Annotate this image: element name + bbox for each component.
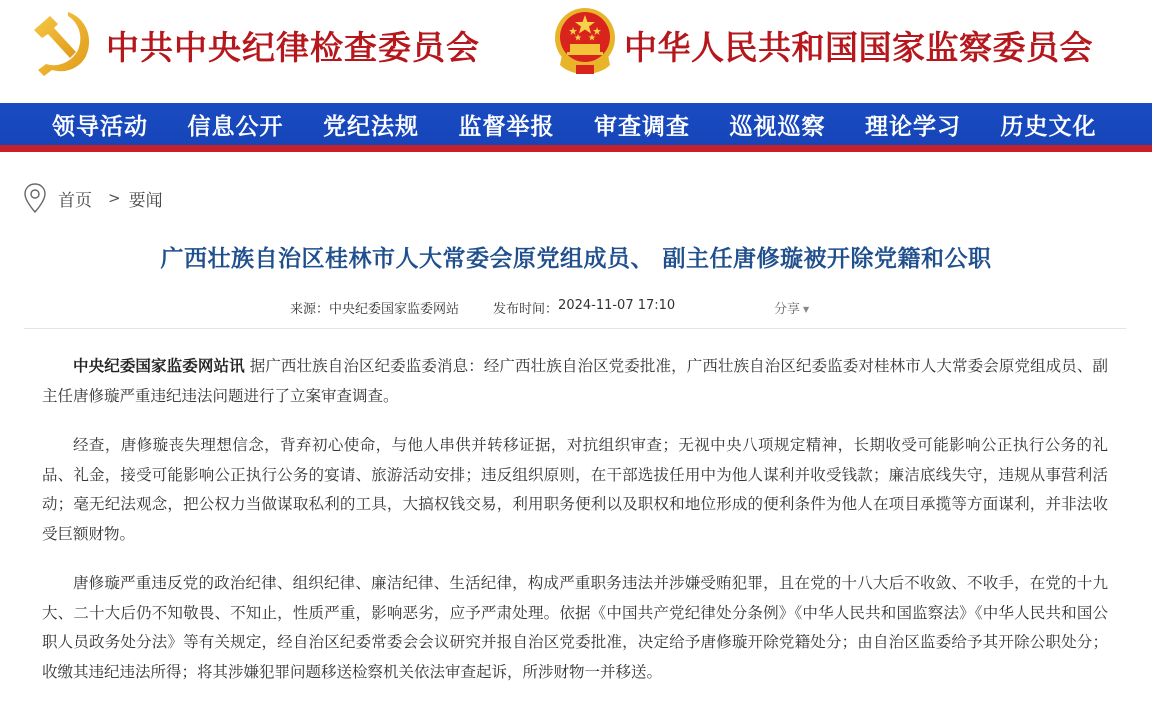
caret-down-icon: ▼ — [803, 305, 810, 314]
share-button[interactable] — [774, 298, 809, 317]
article-title: 广西壮族自治区桂林市人大常委会原党组成员、 副主任唐修璇被开除党籍和公职 — [160, 246, 992, 272]
article-paragraph — [42, 569, 1108, 687]
breadcrumb — [22, 183, 163, 213]
breadcrumb-current-link[interactable]: 要闻 — [128, 190, 163, 211]
source-label: 来源： — [290, 302, 330, 317]
publish-time-label: 发布时间： — [493, 302, 559, 317]
paragraph-text: 唐修璇严重违反党的政治纪律、组织纪律、廉洁纪律、生活纪律，构成严重职务违法并涉嫌受贿犯罪，且在党的十八大后不收敛、不收手，在党的十九大、二十大后仍不知敬畏、不知止，性质严重，影响恶劣，应予严肃处理。依据《中国共产党纪律处分条例》《中华人民共和国监察法》《中华人民共和国公职人员政务处分法》等有关规定，经自治区纪委常委会会议研究并报自治区党委批准，决定给予唐修璇开除党籍处分；由自治区监委给予其开除公职处分；收缴其违纪违法所得；将其涉嫌犯罪问题移送检察机关依法审查起诉，所涉财物一并移送。 — [42, 574, 1108, 681]
nsc-site-title[interactable]: 中华人民共和国国家监察委员会 — [624, 28, 1093, 67]
site-banner — [0, 0, 1152, 103]
article-paragraph — [42, 431, 1108, 549]
breadcrumb-separator: > — [108, 189, 121, 207]
publish-time-value: 2024-11-07 17:10 — [558, 298, 676, 313]
paragraph-text: 经查，唐修璇丧失理想信念，背弃初心使命，与他人串供并转移证据，对抗组织审查；无视中央八项规定精神，长期收受可能影响公正执行公务的礼品、礼金，接受可能影响公正执行公务的宴请、旅游活动安排；违反组织原则，在干部选拔任用中为他人谋利并收受钱款；廉洁底线失守，违规从事营利活动；毫无纪法观念，把公权力当做谋取私利的工具，大搞权钱交易，利用职务便利以及职权和地位形成的便利条件为他人在项目承揽等方面谋利，并非法收受巨额财物。 — [42, 436, 1108, 543]
nav-item-leadership-activities[interactable]: 领导活动 — [52, 112, 148, 140]
nav-item-party-regulations[interactable]: 党纪法规 — [323, 112, 419, 140]
article-body — [42, 352, 1108, 707]
source-value: 中央纪委国家监委网站 — [329, 302, 460, 317]
ccdi-site-title[interactable]: 中共中央纪律检查委员会 — [106, 28, 480, 67]
party-emblem-icon — [24, 8, 94, 78]
meta-divider — [24, 328, 1126, 329]
nav-item-supervision-reporting[interactable]: 监督举报 — [458, 112, 555, 140]
share-label: 分享 — [774, 302, 801, 317]
nav-item-history-culture[interactable]: 历史文化 — [1000, 112, 1097, 140]
nav-item-inspection-tours[interactable]: 巡视巡察 — [729, 112, 826, 140]
nav-item-review-investigation[interactable]: 审查调查 — [594, 112, 690, 140]
location-pin-icon — [22, 182, 48, 214]
dateline: 中央纪委国家监委网站讯 — [73, 357, 245, 375]
article-paragraph — [42, 352, 1108, 411]
nav-item-theory-study[interactable]: 理论学习 — [865, 112, 961, 140]
main-nav — [0, 103, 1152, 145]
nav-item-information-disclosure[interactable]: 信息公开 — [187, 112, 284, 140]
paragraph-text: 据广西壮族自治区纪委监委消息：经广西壮族自治区党委批准，广西壮族自治区纪委监委对桂林市人大常委会原党组成员、副主任唐修璇严重违纪违法问题进行了立案审查调查。 — [42, 357, 1108, 405]
article-meta — [290, 298, 810, 317]
breadcrumb-home-link[interactable]: 首页 — [58, 190, 92, 211]
national-emblem-icon — [552, 5, 618, 77]
nav-red-stripe — [0, 145, 1152, 152]
